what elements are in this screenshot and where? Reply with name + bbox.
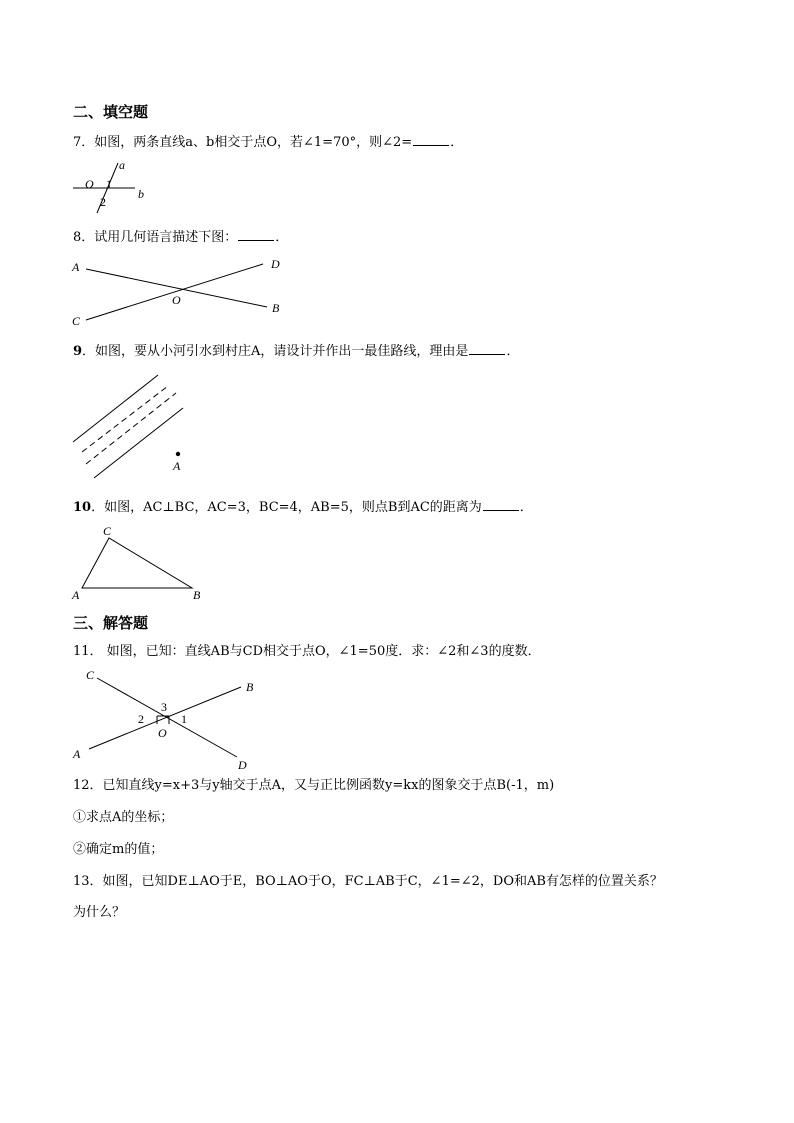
question-8: 8．试用几何语言描述下图： ． bbox=[73, 230, 289, 245]
label-angle-3: 3 bbox=[161, 700, 167, 714]
label-B: B bbox=[193, 588, 201, 602]
label-C: C bbox=[72, 314, 81, 328]
label-O: O bbox=[158, 726, 167, 740]
label-D: D bbox=[271, 257, 280, 271]
label-A: A bbox=[72, 260, 80, 274]
label-D: D bbox=[238, 758, 247, 772]
question-number: 12． bbox=[73, 778, 103, 793]
question-number: 11． bbox=[73, 644, 103, 659]
question-text: ．如图，AC⊥BC，AC=3，BC=4，AB=5，则点B到AC的距离为 bbox=[91, 500, 482, 515]
question-text: ．如图，要从小河引水到村庄A，请设计并作出一最佳路线，理由是 bbox=[82, 344, 469, 359]
question-number: 9 bbox=[73, 344, 83, 359]
label-b: b bbox=[138, 187, 144, 201]
question-10: 10．如图，AC⊥BC，AC=3，BC=4，AB=5，则点B到AC的距离为 ． bbox=[73, 500, 533, 515]
question-text: 已知直线y=x+3与y轴交于点A，又与正比例函数y=kx的图象交于点B(-1，m) bbox=[102, 778, 555, 793]
question-13-continuation: 为什么？ bbox=[73, 905, 126, 920]
section-heading-solve: 三、解答题 bbox=[73, 614, 149, 632]
question-13 bbox=[73, 873, 663, 891]
label-A: A bbox=[72, 588, 80, 602]
section-heading-fill-blank: 二、填空题 bbox=[73, 103, 149, 121]
label-B: B bbox=[272, 301, 280, 315]
label-angle-1: 1 bbox=[106, 177, 112, 191]
question-12 bbox=[73, 777, 554, 795]
question-text: 如图，已知DE⊥AO于E，BO⊥AO于O，FC⊥AB于C，∠1=∠2，DO和AB有怎样的位置关系？ bbox=[102, 874, 663, 889]
question-12-part-2: ②确定m的值； bbox=[73, 842, 164, 857]
question-number: 7 bbox=[73, 135, 82, 150]
question-text: ．如图，两条直线a、b相交于点O，若∠1=70°，则∠2= bbox=[81, 135, 413, 150]
label-C: C bbox=[103, 524, 112, 538]
label-a: a bbox=[119, 158, 125, 172]
question-9: 9．如图，要从小河引水到村庄A，请设计并作出一最佳路线，理由是 ． bbox=[73, 344, 520, 359]
question-text: ．试用几何语言描述下图： bbox=[81, 230, 238, 245]
label-O: O bbox=[172, 293, 181, 307]
label-A: A bbox=[173, 459, 181, 473]
question-number: 8 bbox=[73, 230, 82, 245]
label-B: B bbox=[246, 680, 254, 694]
question-text: 如图，已知：直线AB与CD相交于点O，∠1=50度．求：∠2和∠3的度数． bbox=[102, 644, 541, 659]
question-number: 10 bbox=[73, 500, 92, 515]
label-A: A bbox=[73, 747, 81, 761]
label-C: C bbox=[86, 668, 95, 682]
label-angle-1: 1 bbox=[181, 712, 187, 726]
question-7: 7．如图，两条直线a、b相交于点O，若∠1=70°，则∠2= ． bbox=[73, 135, 464, 150]
label-angle-2: 2 bbox=[100, 195, 106, 209]
label-angle-2: 2 bbox=[138, 712, 144, 726]
label-O: O bbox=[85, 177, 94, 191]
question-number: 13． bbox=[73, 874, 103, 889]
question-12-part-1: ①求点A的坐标； bbox=[73, 810, 174, 825]
line-CD bbox=[97, 678, 237, 757]
